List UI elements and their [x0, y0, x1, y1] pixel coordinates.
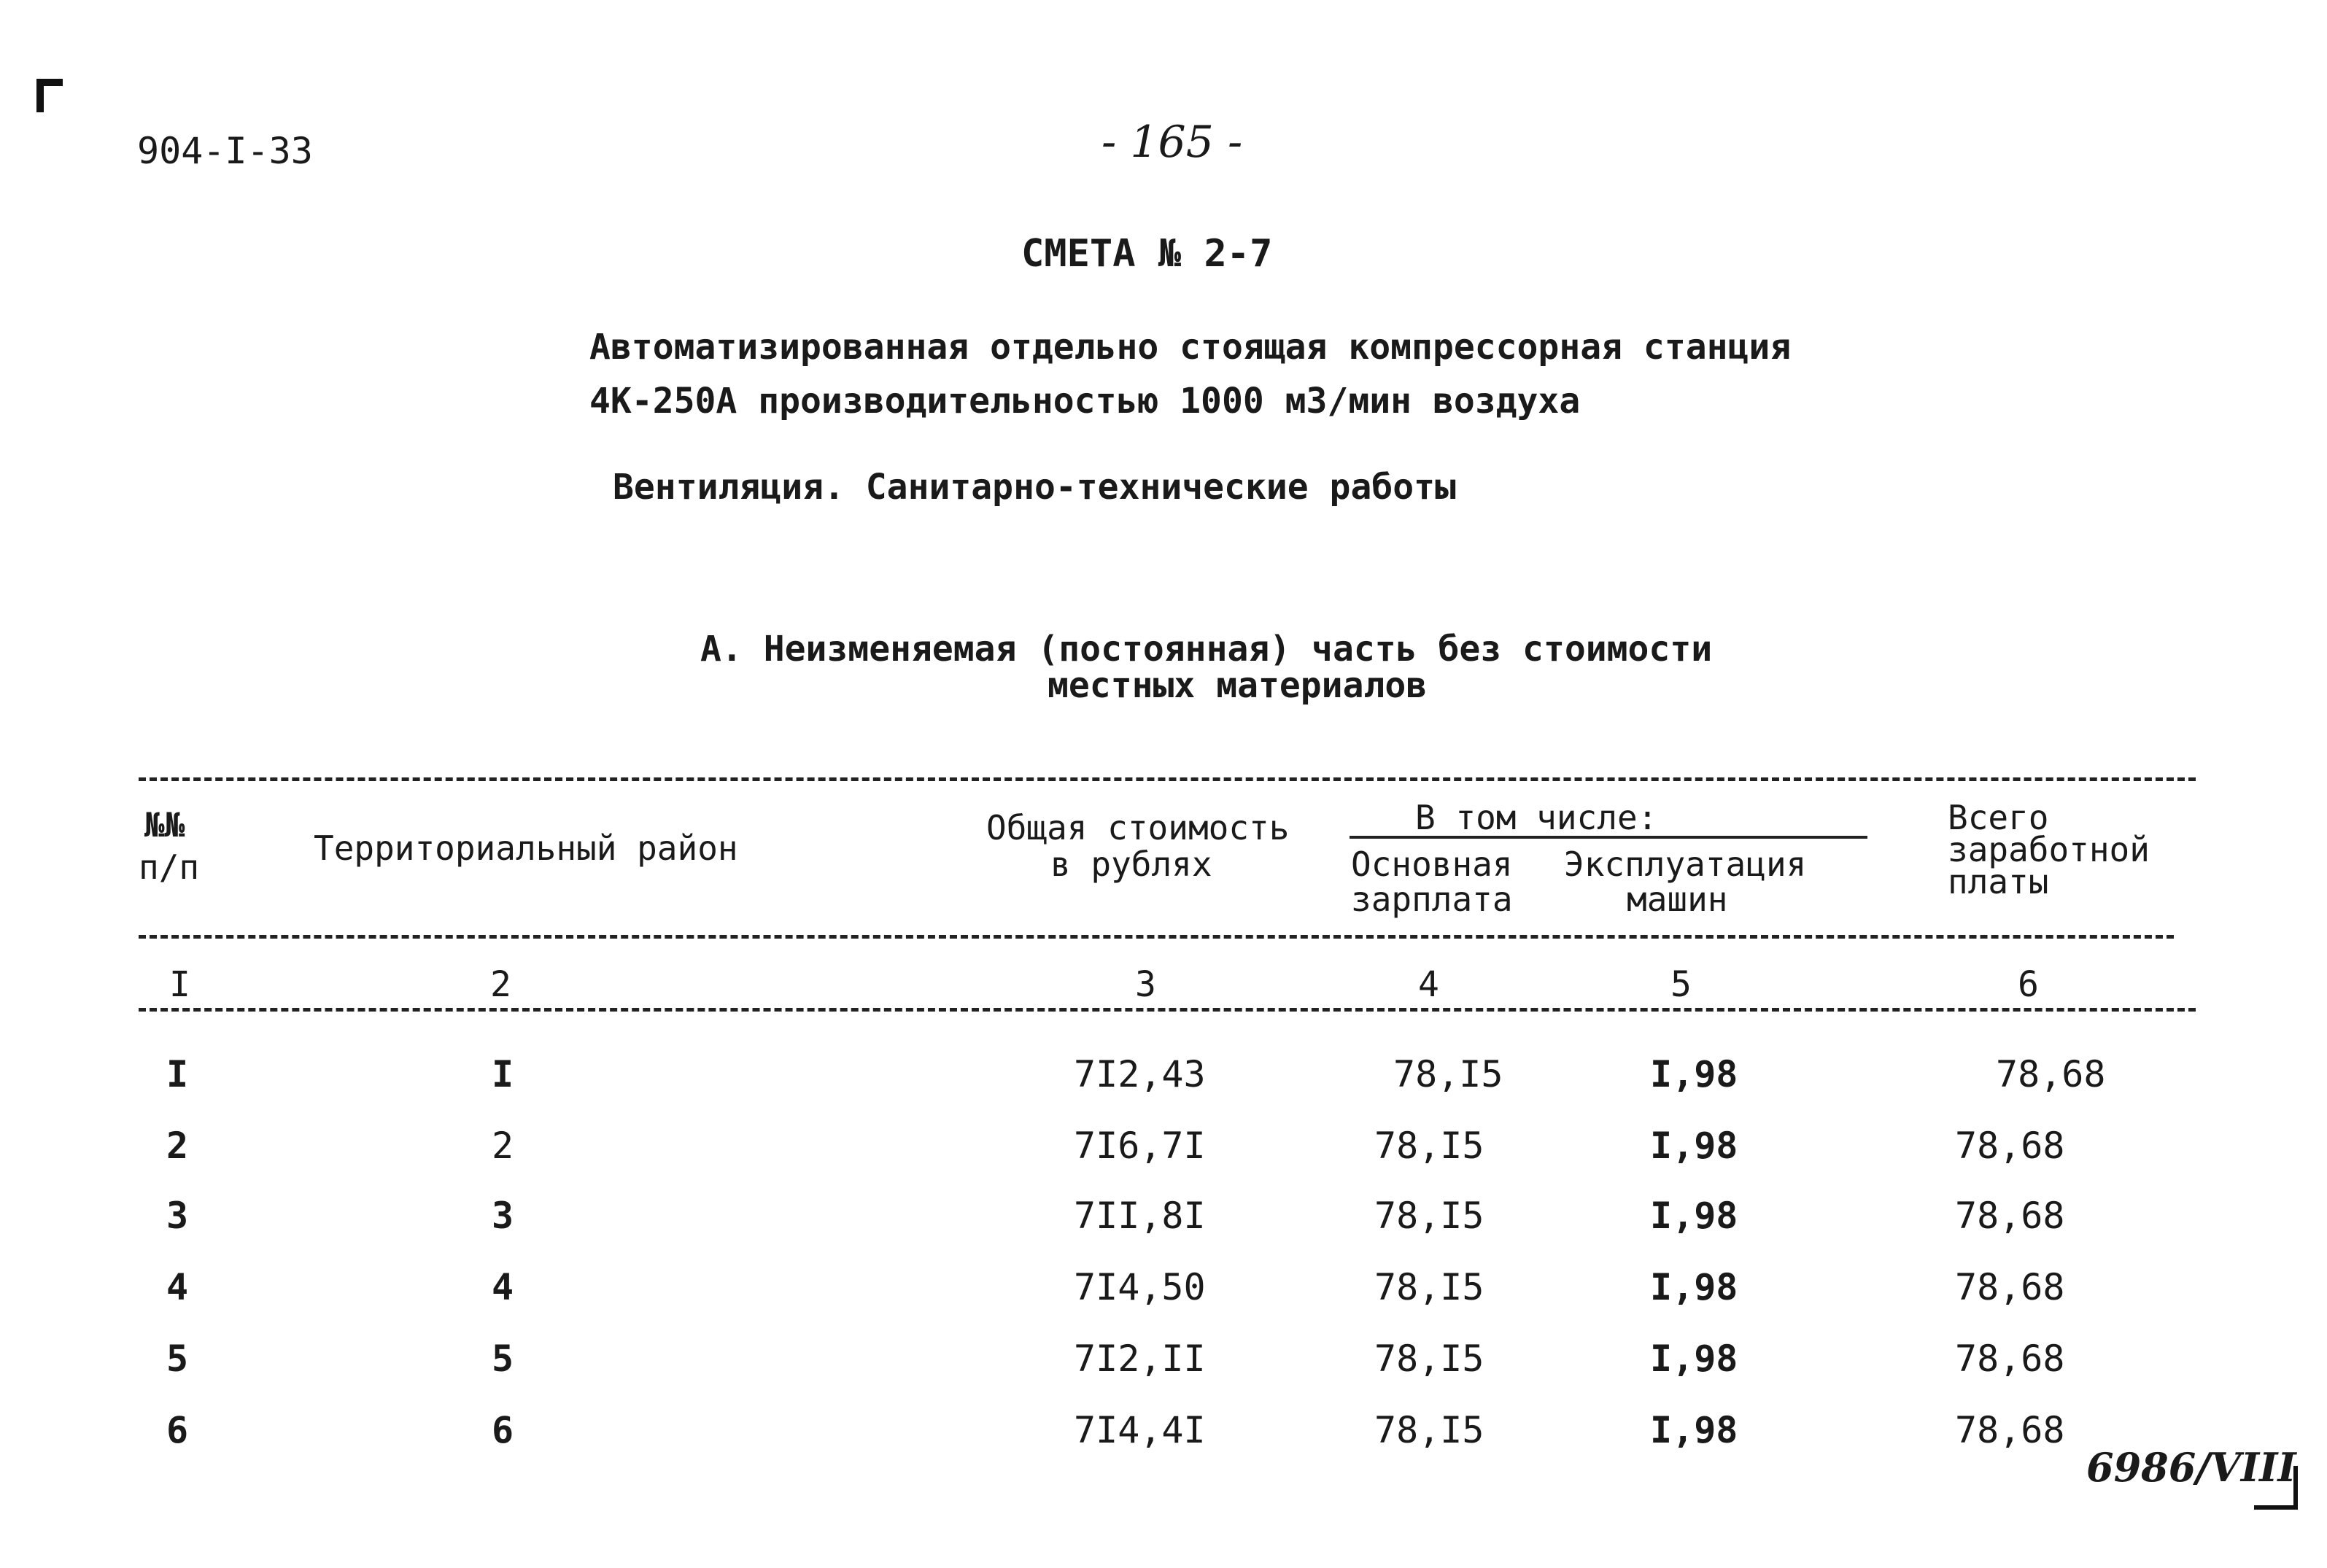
column-number: 6	[2018, 964, 2039, 1005]
table-cell-num: 6	[166, 1409, 189, 1451]
table-cell-num: 4	[166, 1266, 189, 1308]
table-cell-region: I	[492, 1053, 514, 1095]
table-cell-region: 5	[492, 1338, 514, 1380]
part-title-line-2: местных материалов	[1048, 665, 1428, 706]
header-including: В том числе:	[1415, 798, 1658, 837]
table-cell-total: 7I6,7I	[1074, 1125, 1206, 1167]
table-cell-num: 3	[166, 1195, 189, 1237]
document-code: 904-I-33	[137, 130, 313, 172]
table-cell-salary: 78,I5	[1374, 1409, 1484, 1451]
table-cell-num: 5	[166, 1338, 189, 1380]
table-cell-machines: I,98	[1650, 1125, 1738, 1167]
archive-mark: 6986/VIII	[2086, 1444, 2296, 1491]
header-region: Территориальный район	[314, 828, 738, 868]
column-number: 5	[1670, 964, 1692, 1005]
header-wages-line2: заработной	[1948, 830, 2150, 869]
table-cell-region: 4	[492, 1266, 514, 1308]
table-cell-region: 3	[492, 1195, 514, 1237]
section-title: Вентиляция. Санитарно-технические работы	[613, 467, 1456, 508]
header-machines-line2: машин	[1627, 880, 1728, 919]
header-salary-line2: зарплата	[1351, 880, 1513, 919]
table-cell-machines: I,98	[1650, 1266, 1738, 1308]
table-cell-total: 7II,8I	[1074, 1195, 1206, 1237]
table-cell-region: 6	[492, 1409, 514, 1451]
table-cell-total: 7I2,II	[1074, 1338, 1206, 1380]
table-cell-machines: I,98	[1650, 1409, 1738, 1451]
table-cell-machines: I,98	[1650, 1338, 1738, 1380]
table-cell-machines: I,98	[1650, 1053, 1738, 1095]
table-cell-num: 2	[166, 1125, 189, 1167]
table-cell-wages: 78,68	[1955, 1409, 2065, 1451]
column-number: I	[169, 964, 190, 1005]
part-title-line-1: А. Неизменяемая (постоянная) часть без стоимости	[700, 629, 1713, 669]
table-cell-salary: 78,I5	[1374, 1338, 1484, 1380]
column-number: 3	[1135, 964, 1156, 1005]
table-top-divider	[139, 777, 2196, 781]
page-number: - 165 -	[1101, 117, 1243, 168]
table-cell-total: 7I4,50	[1074, 1266, 1206, 1308]
table-cell-salary: 78,I5	[1393, 1053, 1503, 1095]
column-numbers-divider	[139, 1008, 2196, 1012]
subtitle-line-2: 4К-250А производительностью 1000 м3/мин воздуха	[589, 381, 1581, 422]
column-number: 4	[1418, 964, 1439, 1005]
table-cell-salary: 78,I5	[1374, 1195, 1484, 1237]
header-machines-line1: Эксплуатация	[1564, 845, 1807, 884]
header-wages-line3: платы	[1948, 862, 2049, 901]
table-cell-machines: I,98	[1650, 1195, 1738, 1237]
header-bottom-divider	[139, 935, 2174, 939]
header-salary-line1: Основная	[1351, 845, 1513, 884]
table-cell-salary: 78,I5	[1374, 1125, 1484, 1167]
header-num-line1: №№	[144, 805, 185, 845]
table-cell-total: 7I2,43	[1074, 1053, 1206, 1095]
header-total-line2: в рублях	[1050, 845, 1212, 884]
header-num-line2: п/п	[139, 847, 200, 887]
table-cell-wages: 78,68	[1955, 1338, 2065, 1380]
estimate-title: СМЕТА № 2-7	[1021, 232, 1273, 276]
table-cell-total: 7I4,4I	[1074, 1409, 1206, 1451]
header-total-line1: Общая стоимость	[986, 808, 1290, 847]
column-number: 2	[490, 964, 511, 1005]
subtitle-line-1: Автоматизированная отдельно стоящая компрессорная станция	[589, 327, 1792, 368]
header-wages-line1: Всего	[1948, 798, 2049, 837]
table-cell-num: I	[166, 1053, 189, 1095]
table-cell-wages: 78,68	[1955, 1266, 2065, 1308]
table-cell-wages: 78,68	[1996, 1053, 2106, 1095]
header-including-underline	[1350, 836, 1867, 839]
corner-mark-top-left	[36, 79, 63, 112]
table-cell-region: 2	[492, 1125, 514, 1167]
table-cell-wages: 78,68	[1955, 1125, 2065, 1167]
table-cell-salary: 78,I5	[1374, 1266, 1484, 1308]
table-cell-wages: 78,68	[1955, 1195, 2065, 1237]
